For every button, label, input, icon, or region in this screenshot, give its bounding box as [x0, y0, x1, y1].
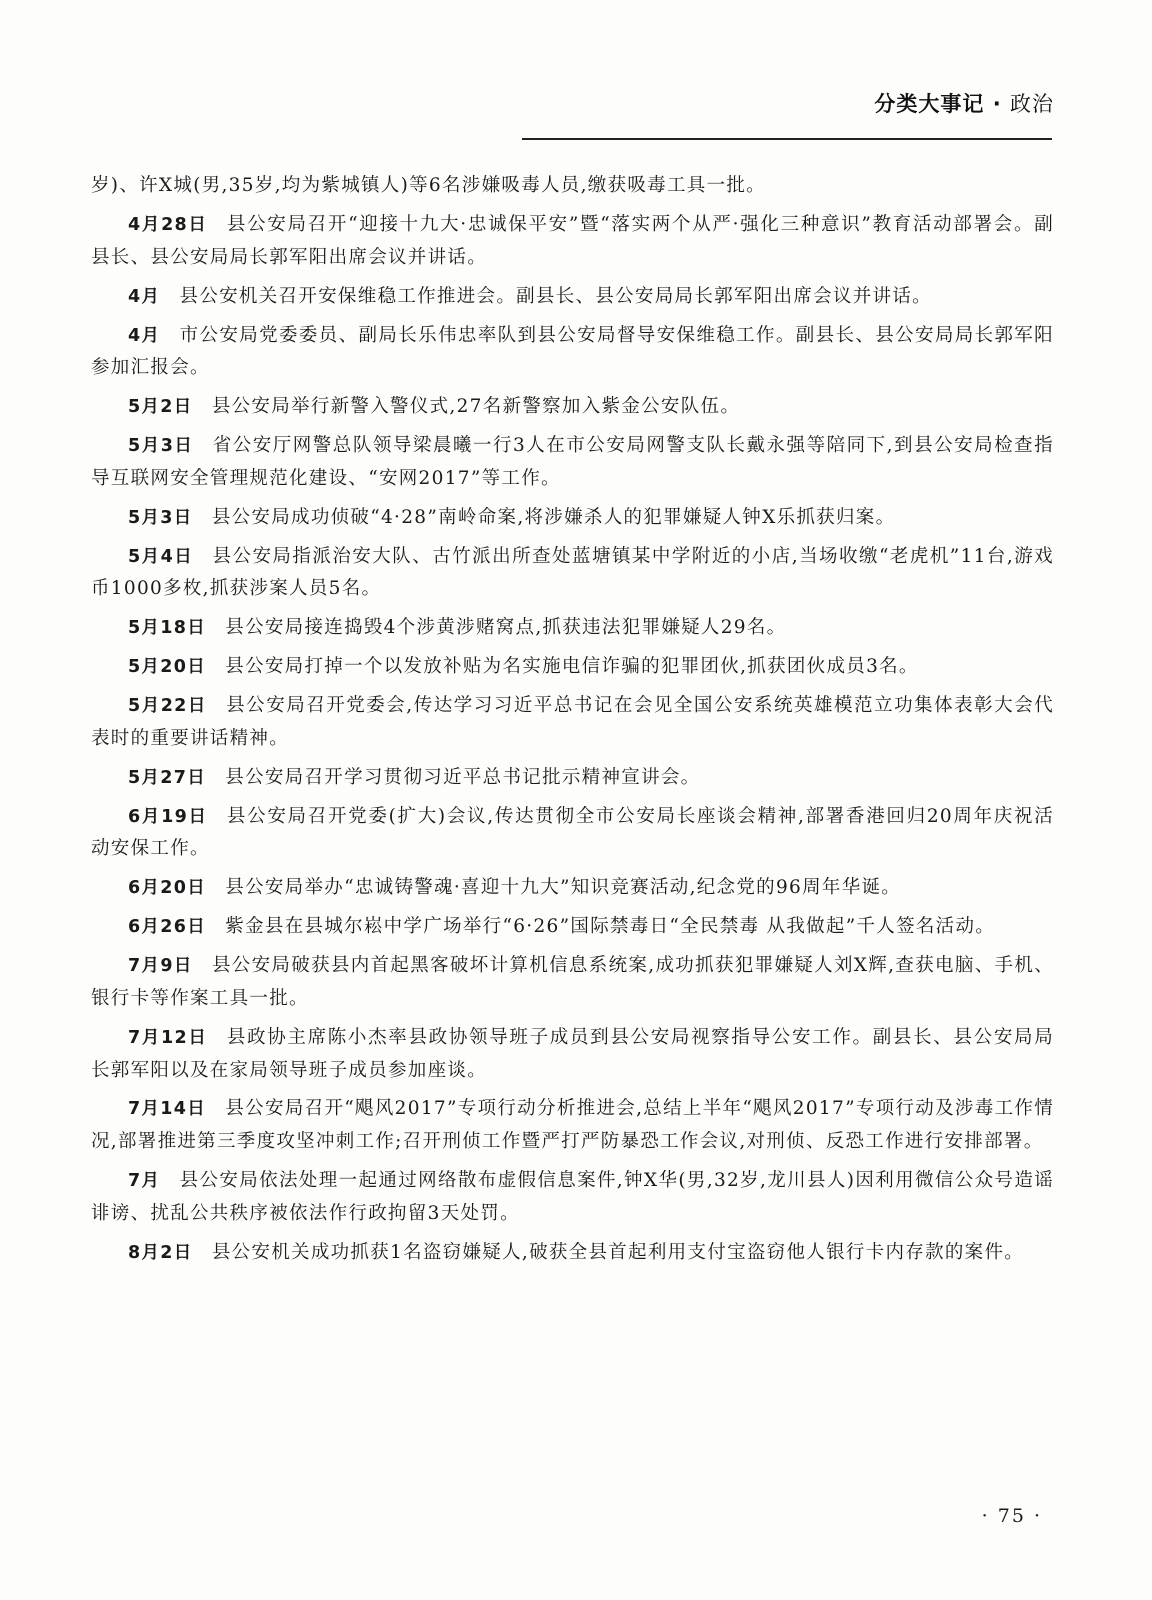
entry-date: 7月9日 [128, 956, 193, 977]
entry-text: 县公安局举行新警入警仪式,27名新警察加入紫金公安队伍。 [211, 396, 741, 418]
chronicle-entry [91, 911, 1054, 944]
entry-date: 4月 [128, 325, 161, 346]
entry-text: 岁)、许X城(男,35岁,均为紫城镇人)等6名涉嫌吸毒人员,缴获吸毒工具一批。 [91, 175, 766, 196]
entry-text: 县政协主席陈小杰率县政协领导班子成员到县公安局视察指导公安工作。副县长、县公安局局长郭军阳以及在家局领导班子成员参加座谈。 [91, 1026, 1055, 1081]
entry-date: 5月22日 [128, 696, 207, 717]
header-section-title: 分类大事记 [874, 92, 985, 116]
entry-date: 7月 [128, 1171, 161, 1192]
entry-text: 县公安局举办“忠诚铸警魂·喜迎十九大”知识竞赛活动,纪念党的96周年华诞。 [225, 877, 902, 899]
entry-text: 县公安局召开党委(扩大)会议,传达贯彻全市公安局长座谈会精神,部署香港回归20周年庆祝活动安保工作。 [91, 805, 1054, 860]
running-header [874, 88, 1054, 118]
entry-date: 7月14日 [128, 1099, 207, 1120]
entry-date: 6月26日 [128, 917, 207, 938]
entry-date: 6月19日 [128, 806, 208, 827]
chronicle-entry [91, 1022, 1054, 1087]
chronicle-entry [91, 1165, 1054, 1230]
entry-date: 5月3日 [128, 436, 194, 457]
entry-text: 县公安机关召开安保维稳工作推进会。副县长、县公安局局长郭军阳出席会议并讲话。 [179, 285, 932, 307]
entry-text: 市公安局党委委员、副局长乐伟忠率队到县公安局督导安保维稳工作。副县长、县公安局局长郭军阳参加汇报会。 [91, 324, 1054, 379]
entry-date: 4月 [128, 286, 161, 307]
chronicle-entry [91, 651, 1054, 684]
header-separator: · [992, 92, 1002, 116]
entry-text: 县公安局破获县内首起黑客破坏计算机信息系统案,成功抓获犯罪嫌疑人刘X辉,查获电脑、手机、银行卡等作案工具一批。 [91, 955, 1054, 1009]
chronicle-entry [91, 430, 1054, 495]
entry-text: 县公安局依法处理一起通过网络散布虚假信息案件,钟X华(男,32岁,龙川县人)因利用微信公众号造谣诽谤、扰乱公共秩序被依法作行政拘留3天处罚。 [91, 1170, 1054, 1224]
chronicle-entry [91, 209, 1054, 274]
chronicle-entry [91, 502, 1054, 535]
chronicle-entry [91, 690, 1054, 755]
entry-date: 6月20日 [128, 878, 207, 899]
chronicle-entry [91, 541, 1054, 606]
entry-text: 县公安局成功侦破“4·28”南岭命案,将涉嫌杀人的犯罪嫌疑人钟X乐抓获归案。 [211, 506, 896, 528]
chronicle-entry [91, 391, 1054, 424]
chronicle-entry [91, 320, 1054, 385]
chronicle-entry [91, 872, 1054, 905]
chronicle-entry [91, 950, 1054, 1015]
entry-date: 5月2日 [128, 397, 193, 418]
chronicle-body [91, 170, 1054, 1276]
entry-text: 县公安局召开“迎接十九大·忠诚保平安”暨“落实两个从严·强化三种意识”教育活动部署会。副县长、县公安局局长郭军阳出席会议并讲话。 [91, 213, 1054, 268]
chronicle-entry [91, 281, 1054, 314]
entry-date: 5月3日 [128, 507, 193, 528]
header-subsection-title: 政治 [1010, 92, 1054, 116]
entry-text: 县公安局指派治安大队、古竹派出所查处蓝塘镇某中学附近的小店,当场收缴“老虎机”11台,游戏币1000多枚,抓获涉案人员5名。 [91, 545, 1054, 600]
chronicle-entry [91, 762, 1054, 795]
entry-date: 5月18日 [128, 618, 207, 639]
entry-text: 县公安局接连捣毁4个涉黄涉赌窝点,抓获违法犯罪嫌疑人29名。 [225, 617, 787, 639]
chronicle-entry [91, 801, 1054, 866]
entry-text: 县公安机关成功抓获1名盗窃嫌疑人,破获全县首起利用支付宝盗窃他人银行卡内存款的案件。 [211, 1241, 1025, 1263]
chronicle-entry [91, 170, 1054, 203]
header-rule [522, 138, 1052, 140]
chronicle-entry [91, 1093, 1054, 1158]
page-number: · 75 · [981, 1505, 1042, 1527]
entry-text: 紫金县在县城尔崧中学广场举行“6·26”国际禁毒日“全民禁毒 从我做起”千人签名活动。 [225, 916, 996, 938]
entry-text: 县公安局召开学习贯彻习近平总书记批示精神宣讲会。 [225, 766, 701, 788]
chronicle-entry [91, 1237, 1054, 1270]
entry-date: 8月2日 [128, 1242, 193, 1263]
entry-text: 县公安局召开党委会,传达学习习近平总书记在会见全国公安系统英雄模范立功集体表彰大会代表时的重要讲话精神。 [91, 695, 1055, 749]
entry-date: 7月12日 [128, 1027, 208, 1048]
entry-date: 5月20日 [128, 657, 207, 678]
entry-text: 省公安厅网警总队领导梁晨曦一行3人在市公安局网警支队长戴永强等陪同下,到县公安局检查指导互联网安全管理规范化建设、“安网2017”等工作。 [91, 435, 1054, 489]
entry-date: 4月28日 [128, 214, 208, 235]
chronicle-entry [91, 612, 1054, 645]
entry-date: 5月4日 [128, 546, 194, 567]
entry-text: 县公安局召开“飓风2017”专项行动分析推进会,总结上半年“飓风2017”专项行动及涉毒工作情况,部署推进第三季度攻坚冲刺工作;召开刑侦工作暨严打严防暴恐工作会议,对刑侦、反恐工作进行安排部署。 [91, 1098, 1055, 1153]
entry-date: 5月27日 [128, 767, 207, 788]
entry-text: 县公安局打掉一个以发放补贴为名实施电信诈骗的犯罪团伙,抓获团伙成员3名。 [225, 656, 919, 678]
